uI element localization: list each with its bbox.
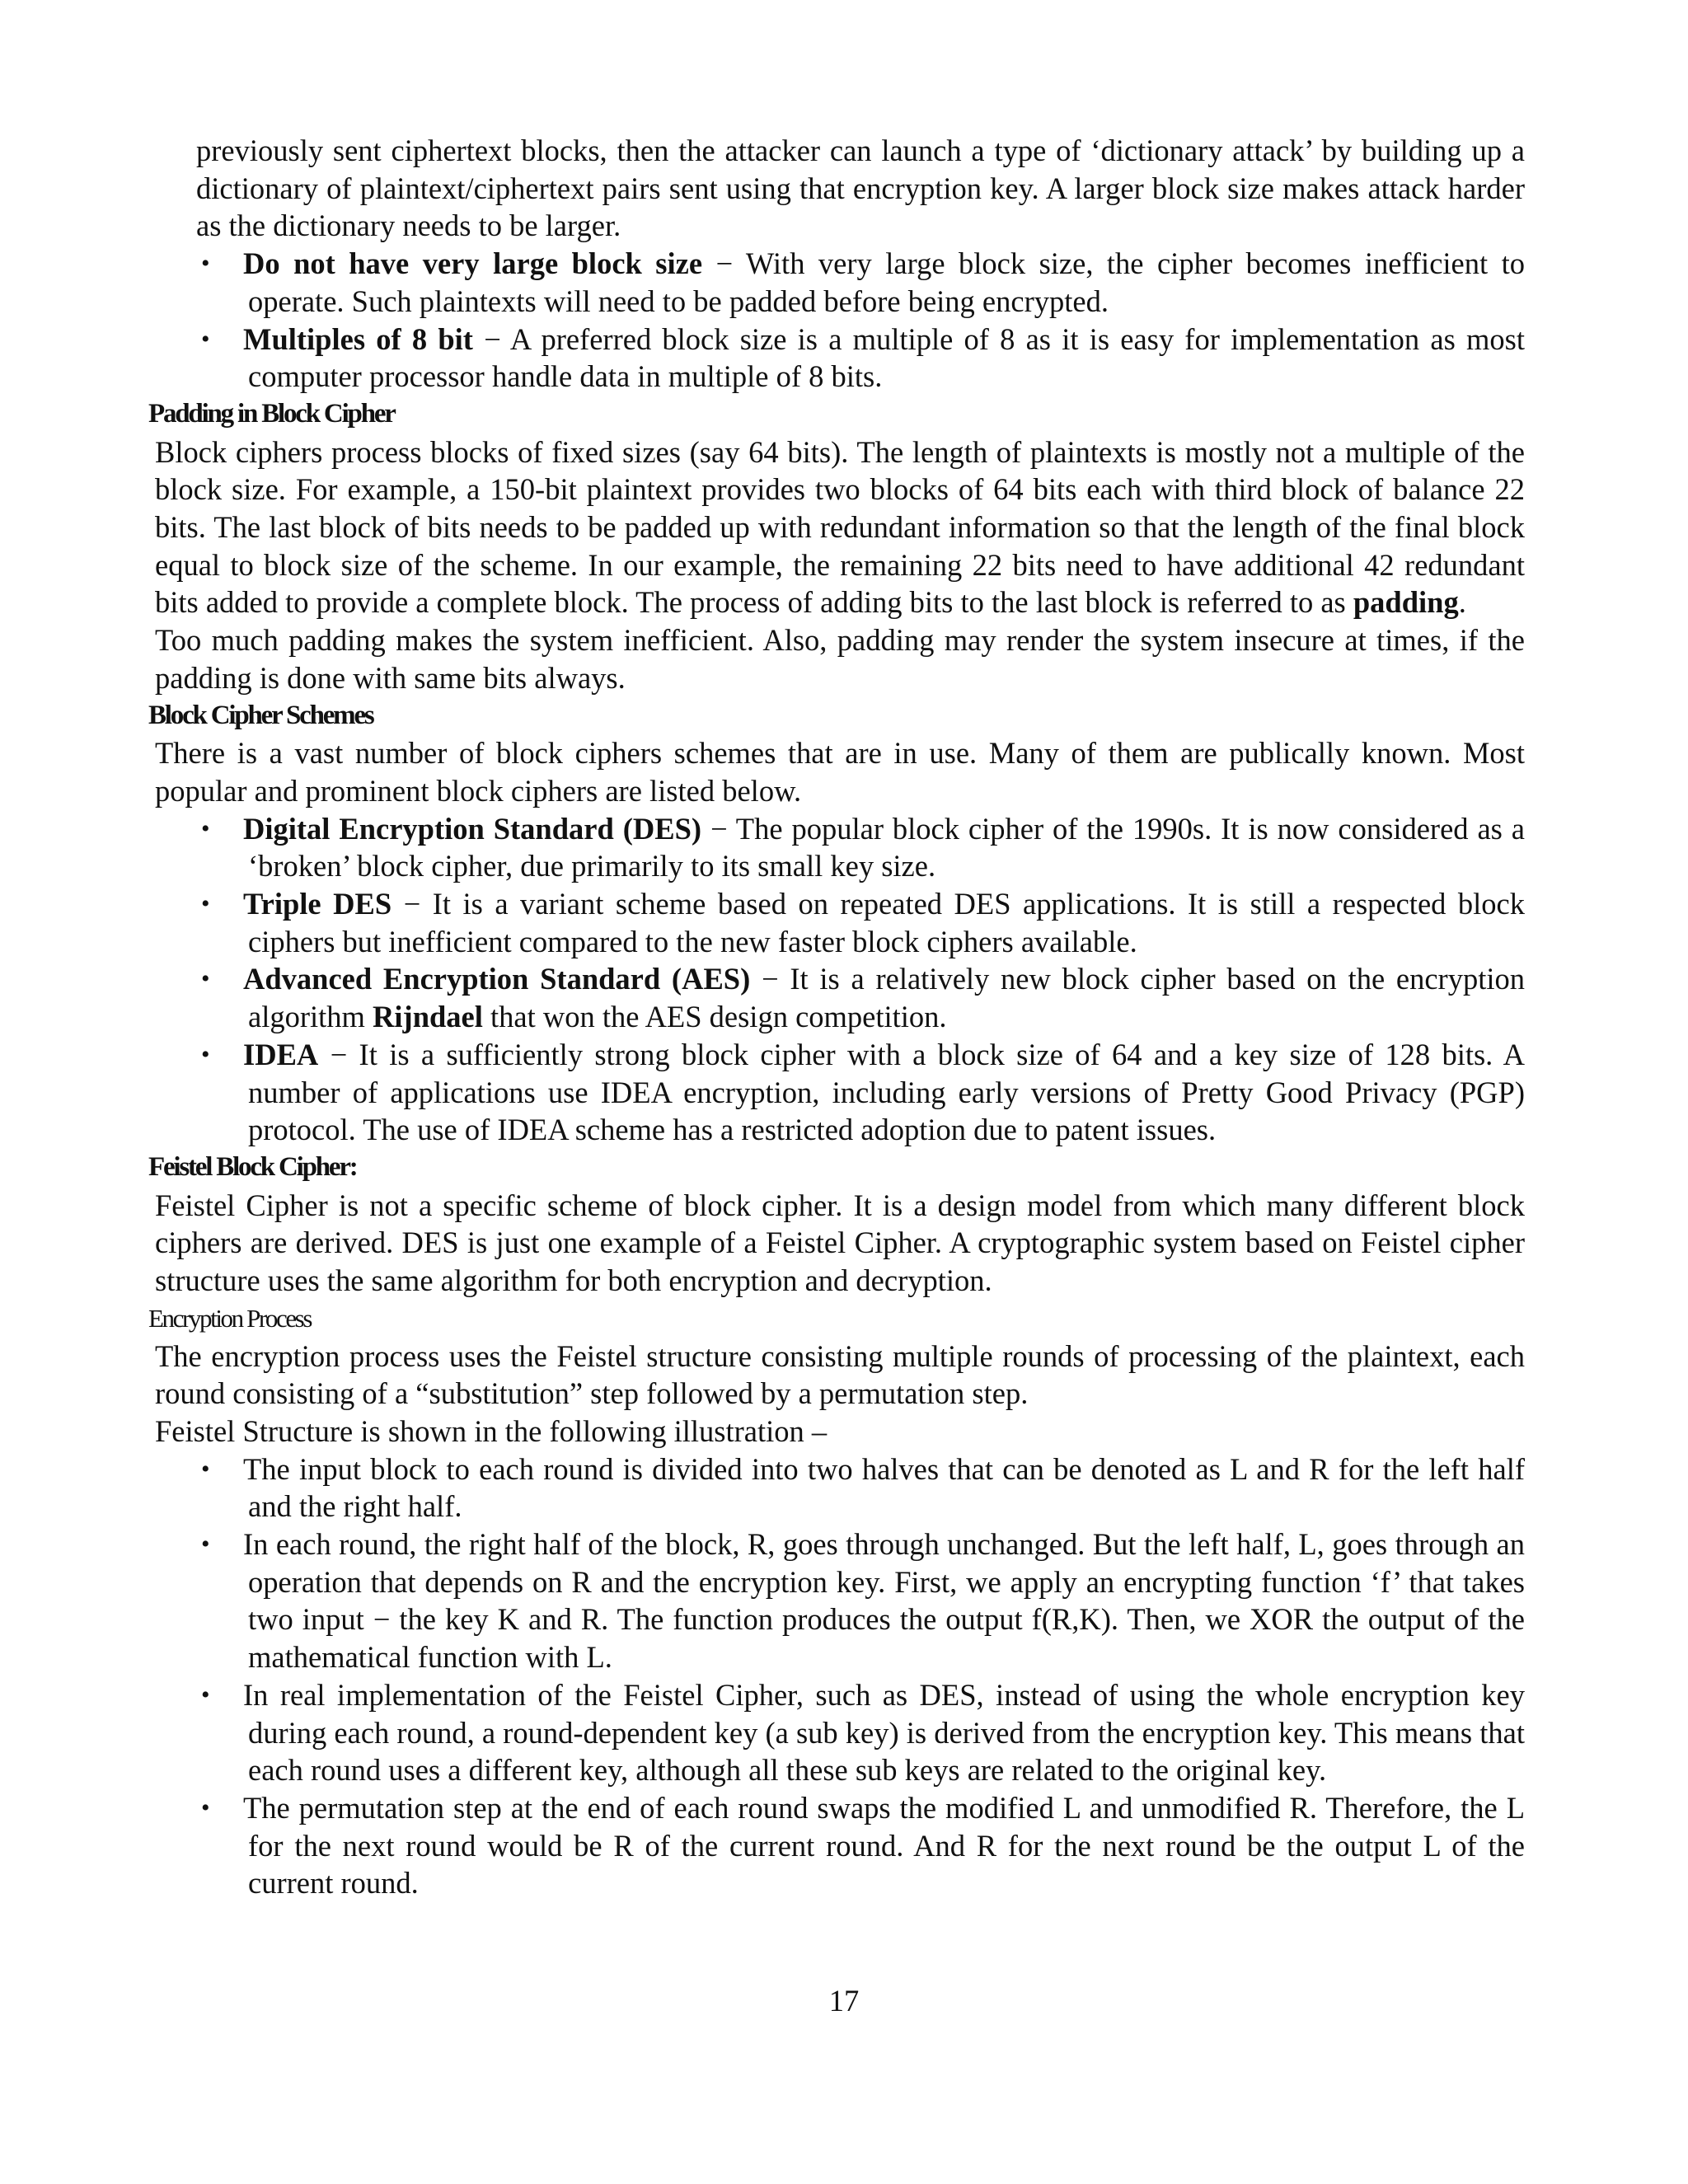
bullet-text: The permutation step at the end of each round swaps the modified L and unmodified R. Therefore, the L for the next round would be R of the current round. And R for the next round be the output L of the current round. xyxy=(243,1790,1525,1900)
bullet-icon: • xyxy=(201,325,210,353)
bullet-text: − The popular block cipher of the 1990s. It is now considered as a ‘broken’ block cipher, due primarily to its small key size. xyxy=(248,811,1525,883)
feistel-steps-bullet-list xyxy=(155,1451,1525,1902)
bullet-text: − It is a sufficiently strong block cipher with a block size of 64 and a key size of 128 bits. A number of applications use IDEA encryption, including early versions of Pretty Good Privacy (PGP) protocol. The use of IDEA scheme has a restricted adoption due to patent issues. xyxy=(248,1037,1525,1147)
bullet-text: In real implementation of the Feistel Cipher, such as DES, instead of using the whole encryption key during each round, a round-dependent key (a sub key) is derived from the encryption key. This means that each round uses a different key, although all these sub keys are related to the original key. xyxy=(243,1677,1525,1788)
bullet-text: − It is a variant scheme based on repeated DES applications. It is still a respected block ciphers but inefficient compared to the new faster block ciphers available. xyxy=(248,887,1525,958)
list-item xyxy=(155,321,1525,396)
bullet-icon: • xyxy=(201,250,210,278)
list-item xyxy=(155,885,1525,960)
bullet-icon: • xyxy=(201,1793,210,1821)
bullet-term: IDEA xyxy=(243,1037,319,1071)
bullet-icon: • xyxy=(201,1530,210,1558)
list-item xyxy=(155,1789,1525,1902)
list-item xyxy=(155,960,1525,1035)
bullet-text: that won the AES design competition. xyxy=(482,1000,947,1034)
subsection-heading-encryption: Encryption Process xyxy=(148,1303,312,1333)
bullet-text: − A preferred block size is a multiple of 8 as it is easy for implementation as most computer processor handle data in multiple of 8 bits. xyxy=(248,321,1525,394)
list-item xyxy=(155,810,1525,885)
bold-term: padding xyxy=(1353,585,1459,620)
page-content xyxy=(148,132,1525,1902)
schemes-bullet-list xyxy=(155,810,1525,1149)
bullet-term: Digital Encryption Standard (DES) xyxy=(243,811,702,846)
list-item xyxy=(155,1451,1525,1526)
list-item xyxy=(155,1526,1525,1676)
encryption-paragraph: The encryption process uses the Feistel structure consisting multiple rounds of processing of the plaintext, each round consisting of a “substitution” step followed by a permutation step. xyxy=(155,1338,1525,1411)
bullet-icon: • xyxy=(201,814,210,842)
paragraph-text: Block ciphers process blocks of fixed sizes (say 64 bits). The length of plaintexts is mostly not a multiple of the block size. For example, a 150-bit plaintext provides two blocks of 64 bits each with third block of balance 22 bits. The last block of bits needs to be padded up with redundant information so that the length of the final block equal to block size of the scheme. In our example, the remaining 22 bits need to have additional 42 redundant bits added to provide a complete block. The process of adding bits to the last block is referred to as xyxy=(155,434,1525,620)
list-item xyxy=(155,1036,1525,1149)
bullet-icon: • xyxy=(201,965,210,993)
bullet-term: Advanced Encryption Standard (AES) xyxy=(243,962,751,996)
bullet-term: Triple DES xyxy=(243,887,392,921)
bullet-term: Do not have very large block size xyxy=(243,246,703,281)
schemes-intro-paragraph: There is a vast number of block ciphers schemes that are in use. Many of them are publically known. Most popular and prominent block ciphers are listed below. xyxy=(155,736,1525,808)
padding-paragraph xyxy=(155,434,1525,622)
bullet-icon: • xyxy=(201,890,210,918)
section-heading-schemes: Block Cipher Schemes xyxy=(148,700,373,730)
bullet-icon: • xyxy=(201,1680,210,1708)
bold-term: Rijndael xyxy=(373,1000,483,1034)
section-heading-padding: Padding in Block Cipher xyxy=(148,398,395,429)
continued-paragraph: previously sent ciphertext blocks, then the attacker can launch a type of ‘dictionary attack’ by building up a dictionary of plaintext/ciphertext pairs sent using that encryption key. A larger block size makes attack harder as the dictionary needs to be larger. xyxy=(196,134,1525,243)
bullet-text: − With very large block size, the cipher becomes inefficient to operate. Such plaintexts will need to be padded before being encrypted. xyxy=(248,246,1525,318)
bullet-text: The input block to each round is divided into two halves that can be denoted as L and R for the left half and the right half. xyxy=(243,1451,1525,1524)
page-number: 17 xyxy=(828,1984,860,2018)
bullet-text: − It is a relatively new block cipher based on the encryption algorithm xyxy=(248,962,1525,1034)
bullet-text: In each round, the right half of the block, R, goes through unchanged. But the left half, L, goes through an operation that depends on R and the encryption key. First, we apply an encrypting function ‘f’ that takes two input − the key K and R. The function produces the output f(R,K). Then, we XOR the output of the mathematical function with L. xyxy=(243,1527,1525,1675)
section-heading-feistel: Feistel Block Cipher: xyxy=(148,1151,357,1182)
bullet-term: Multiples of 8 bit xyxy=(243,321,473,356)
feistel-structure-paragraph: Feistel Structure is shown in the following illustration – xyxy=(155,1413,828,1448)
padding-paragraph-2: Too much padding makes the system inefficient. Also, padding may render the system insecure at times, if the padding is done with same bits always. xyxy=(155,623,1525,695)
list-item xyxy=(155,245,1525,320)
paragraph-text: . xyxy=(1458,585,1466,620)
bullet-icon: • xyxy=(201,1040,210,1068)
bullet-icon: • xyxy=(201,1455,210,1483)
list-item xyxy=(155,1676,1525,1789)
block-size-bullet-list xyxy=(155,245,1525,396)
feistel-intro-paragraph: Feistel Cipher is not a specific scheme of block cipher. It is a design model from which many different block ciphers are derived. DES is just one example of a Feistel Cipher. A cryptographic system based on Feistel cipher structure uses the same algorithm for both encryption and decryption. xyxy=(155,1188,1525,1298)
